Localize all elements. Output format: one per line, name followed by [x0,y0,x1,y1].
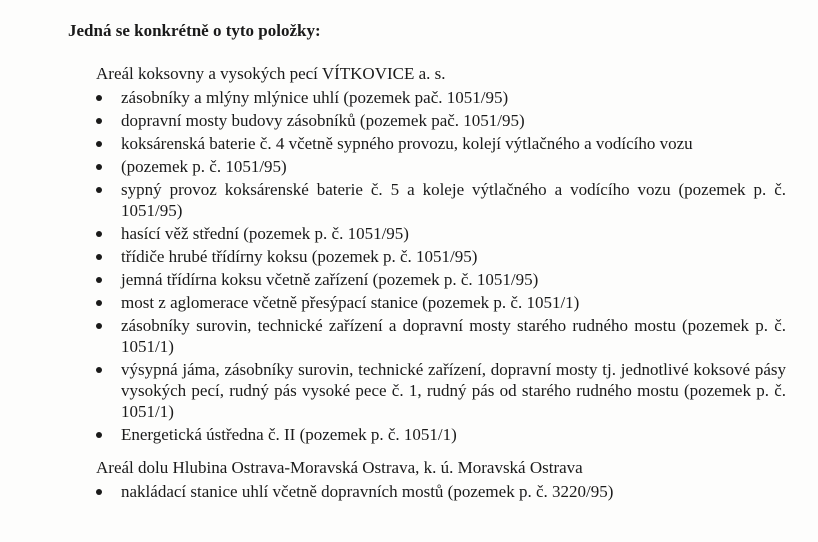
item-text: (pozemek p. č. 1051/95) [121,157,287,176]
bullet-icon [96,254,102,260]
list-item [96,246,786,267]
item-list [96,87,786,445]
item-text: zásobníky a mlýny mlýnice uhlí (pozemek pač. 1051/95) [121,88,509,107]
section-hlubina [96,457,786,504]
item-text: nakládací stanice uhlí včetně dopravních mostů (pozemek p. č. 3220/95) [121,482,614,501]
list-item [96,223,786,244]
section-title: Areál koksovny a vysokých pecí VÍTKOVICE a. s. [96,64,446,83]
list-item [96,133,786,154]
list-item [96,481,786,502]
bullet-icon [96,187,102,193]
list-item [96,87,786,108]
document-heading: Jedná se konkrétně o tyto položky: [68,21,321,40]
bullet-icon [96,323,102,329]
list-item [96,269,786,290]
section-koksovna [96,63,786,447]
bullet-icon [96,95,102,101]
item-text: most z aglomerace včetně přesýpací stanice (pozemek p. č. 1051/1) [121,293,580,312]
item-text: Energetická ústředna č. II (pozemek p. č. 1051/1) [121,425,457,444]
bullet-icon [96,432,102,438]
bullet-icon [96,300,102,306]
bullet-icon [96,118,102,124]
list-item [96,359,786,422]
bullet-icon [96,164,102,170]
bullet-icon [96,141,102,147]
item-text: výsypná jáma, zásobníky surovin, technické zařízení, dopravní mosty tj. jednotlivé koksové pásy vysokých pecí, rudný pás vysoké pece č. 1, rudný pás od starého rudného mostu (pozemek p. č. 1051/1) [121,360,786,421]
section-title: Areál dolu Hlubina Ostrava-Moravská Ostrava, k. ú. Moravská Ostrava [96,458,583,477]
list-item [96,315,786,357]
item-text: dopravní mosty budovy zásobníků (pozemek pač. 1051/95) [121,111,525,130]
list-item [96,156,786,177]
item-text: hasící věž střední (pozemek p. č. 1051/95) [121,224,409,243]
list-item [96,179,786,221]
item-text: třídiče hrubé třídírny koksu (pozemek p. č. 1051/95) [121,247,478,266]
list-item [96,292,786,313]
bullet-icon [96,489,102,495]
bullet-icon [96,277,102,283]
item-text: sypný provoz koksárenské baterie č. 5 a koleje výtlačného a vodícího vozu (pozemek p. č. 1051/95) [121,180,786,220]
item-text: koksárenská baterie č. 4 včetně sypného provozu, kolejí výtlačného a vodícího vozu [121,134,693,153]
item-text: zásobníky surovin, technické zařízení a dopravní mosty starého rudného mostu (pozemek p. č. 1051/1) [121,316,786,356]
list-item [96,424,786,445]
bullet-icon [96,367,102,373]
bullet-icon [96,231,102,237]
list-item [96,110,786,131]
item-text: jemná třídírna koksu včetně zařízení (pozemek p. č. 1051/95) [121,270,539,289]
item-list [96,481,786,502]
